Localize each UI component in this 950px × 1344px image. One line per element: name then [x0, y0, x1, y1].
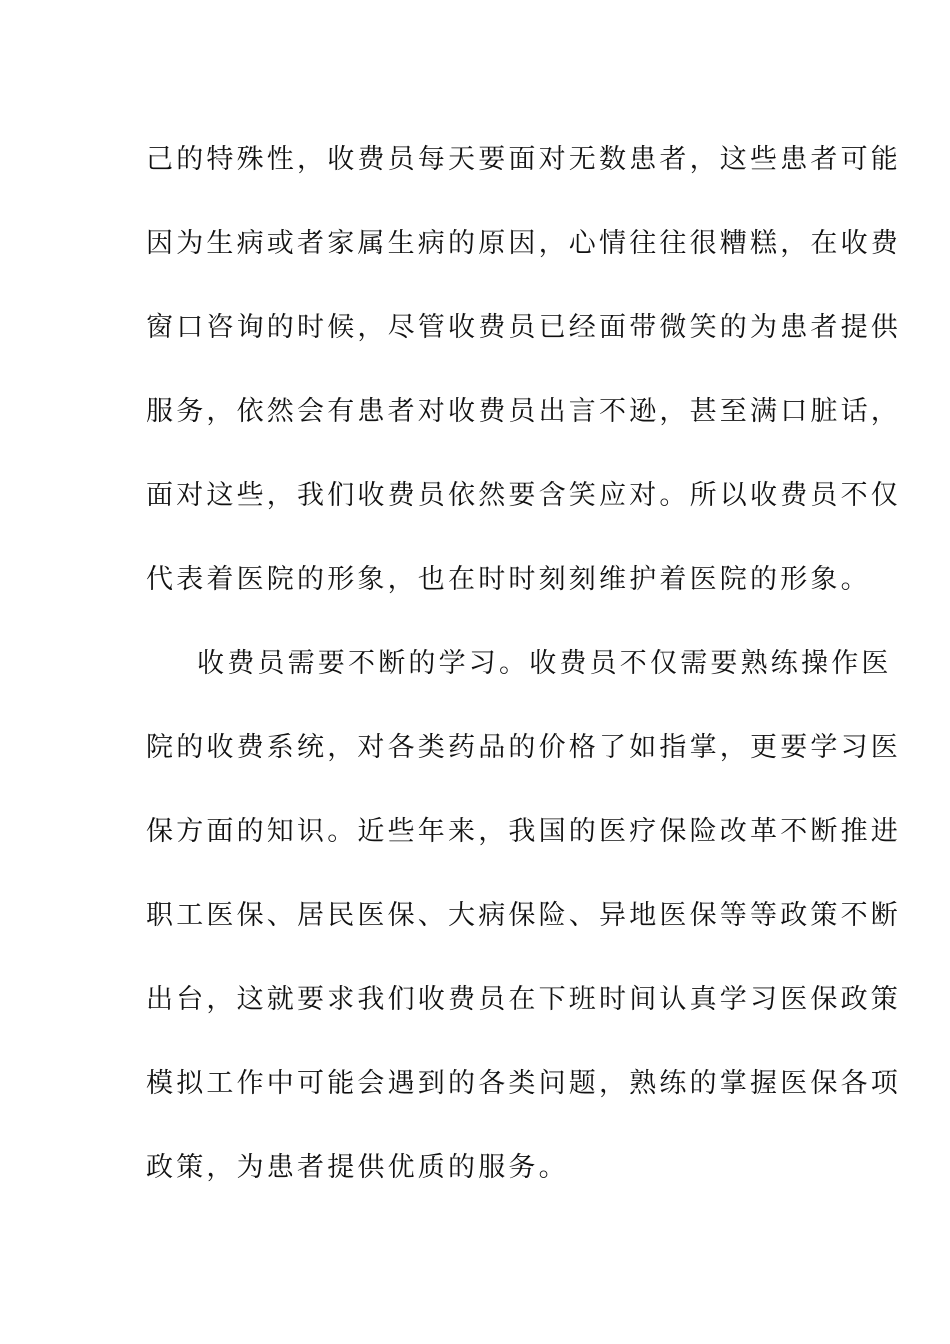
paragraph-line: 院的收费系统，对各类药品的价格了如指掌，更要学习医 — [146, 732, 901, 763]
paragraph-line: 窗口咨询的时候，尽管收费员已经面带微笑的为患者提供 — [146, 312, 901, 343]
paragraph-line: 出台，这就要求我们收费员在下班时间认真学习医保政策 — [146, 984, 901, 1015]
paragraph-line: 职工医保、居民医保、大病保险、异地医保等等政策不断 — [146, 900, 901, 931]
paragraph-line: 因为生病或者家属生病的原因，心情往往很糟糕，在收费 — [146, 228, 901, 259]
paragraph-line: 模拟工作中可能会遇到的各类问题，熟练的掌握医保各项 — [146, 1068, 901, 1099]
paragraph-line: 己的特殊性，收费员每天要面对无数患者，这些患者可能 — [146, 144, 901, 175]
paragraph-line: 服务，依然会有患者对收费员出言不逊，甚至满口脏话， — [146, 396, 901, 427]
paragraph-line: 面对这些，我们收费员依然要含笑应对。所以收费员不仅 — [146, 480, 901, 511]
paragraph-line: 代表着医院的形象，也在时时刻刻维护着医院的形象。 — [146, 564, 871, 595]
paragraph-line: 政策，为患者提供优质的服务。 — [146, 1152, 569, 1183]
paragraph-first-line: 收费员需要不断的学习。收费员不仅需要熟练操作医 — [197, 648, 892, 679]
paragraph-line: 保方面的知识。近些年来，我国的医疗保险改革不断推进 — [146, 816, 901, 847]
